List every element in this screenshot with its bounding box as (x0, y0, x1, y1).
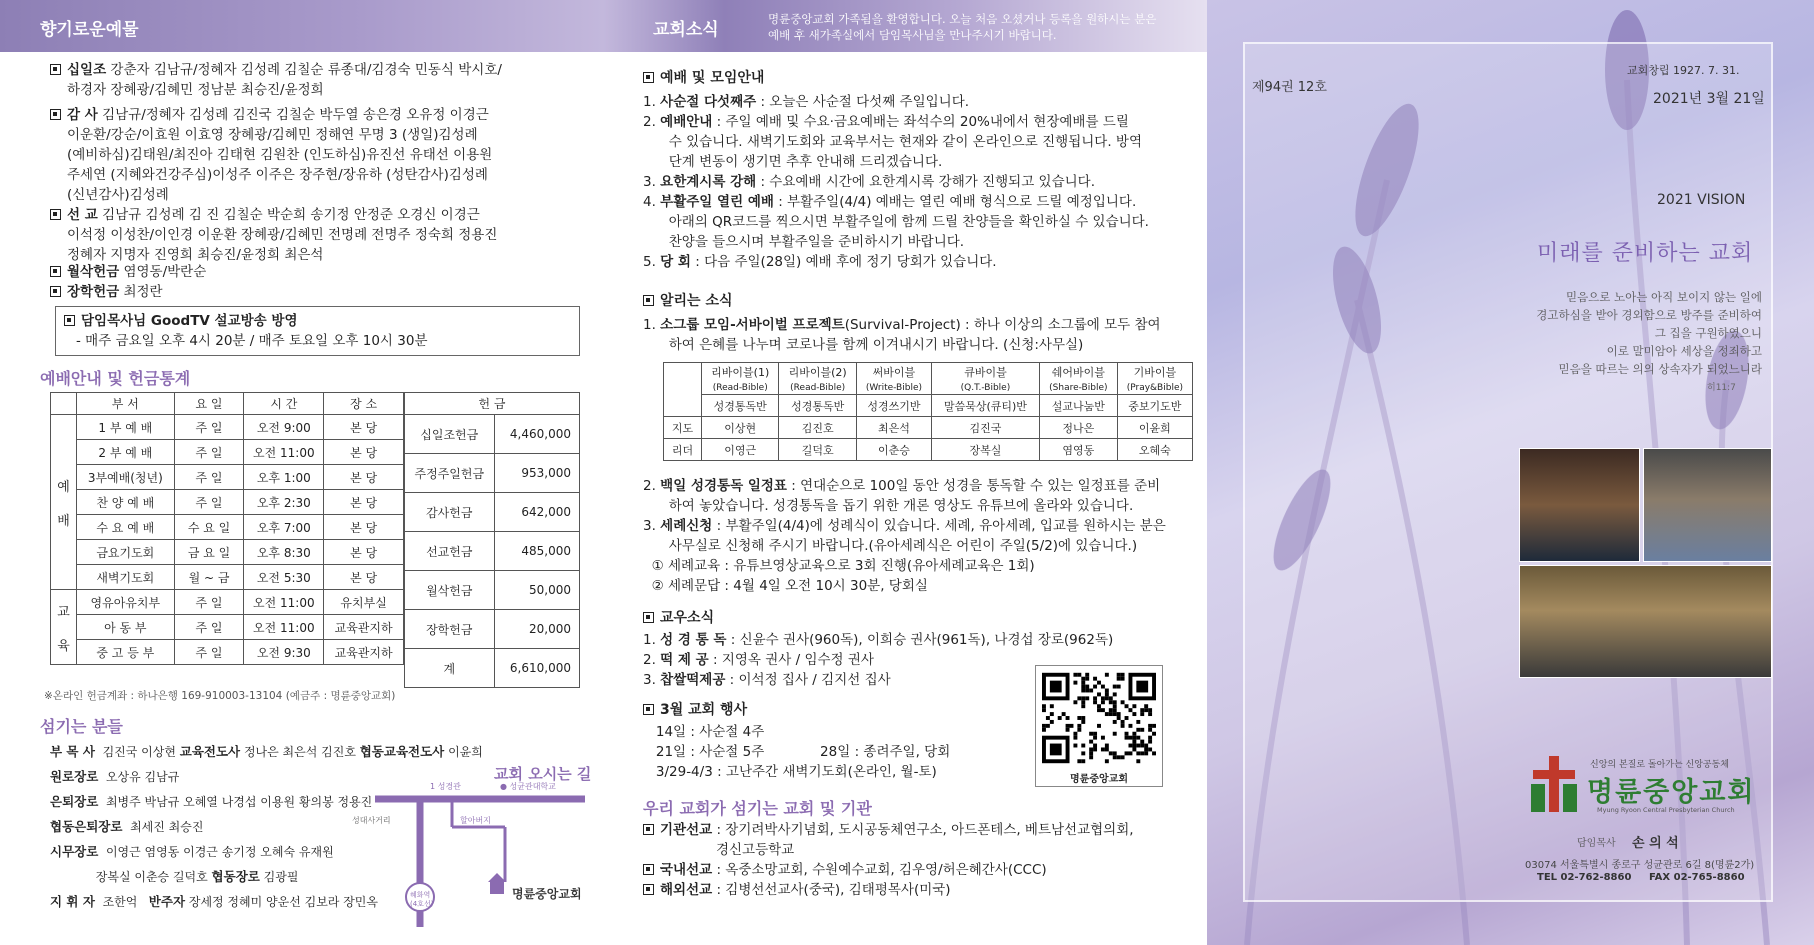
worship-cell: 주 일 (174, 465, 244, 490)
offering-name: 주정주일헌금 (405, 454, 495, 493)
vision-title: 2021 VISION (1657, 192, 1746, 208)
founded-date: 교회창립 1927. 7. 31. (1627, 64, 1740, 77)
offering-amount: 953,000 (494, 454, 579, 493)
worship-cell: 주 일 (174, 640, 244, 665)
sg-leader: 이상현 (702, 417, 779, 439)
offering-row (405, 649, 580, 688)
sg-helper: 오혜숙 (1117, 439, 1192, 461)
staff-row: 원로장로 오상유 김남규 (50, 769, 180, 784)
mission-item: 해외선교 : 김병선선교사(중국), 김태평목사(미국) (643, 880, 1203, 900)
photo-pastor (1519, 448, 1640, 562)
gift-entry (50, 60, 600, 100)
worship-cell: 주 일 (174, 490, 244, 515)
missions-title: 우리 교회가 섬기는 교회 및 기관 (643, 799, 872, 818)
square-bullet-icon (643, 824, 654, 835)
worship-cell: 본 당 (324, 415, 404, 440)
staff-title: 섬기는 분들 (40, 717, 123, 736)
gift-label: 월삭헌금 (67, 264, 120, 280)
list-item: 2. 예배안내 : 주일 예배 및 수요·금요예배는 좌석수의 20%내에서 현장예배를 드릴 수 있습니다. 새벽기도회와 교육부서는 현재와 같이 온라인으로 진행됩니다. 방역 단계 변동이 생기면 추후 안내해 드리겠습니다. (643, 114, 1143, 170)
worship-table (50, 392, 404, 665)
sg-topic: 중보기도반 (1117, 395, 1192, 417)
worship-row (51, 415, 404, 440)
section-news-label: 알리는 소식 (660, 293, 733, 309)
offering-amount: 485,000 (494, 532, 579, 571)
offering-name: 월삭헌금 (405, 571, 495, 610)
sg-group-name: 리바이블(1) (Read-Bible) (702, 363, 779, 395)
sg-leader: 최은석 (856, 417, 931, 439)
worship-row (51, 590, 404, 615)
sg-helper: 염영동 (1039, 439, 1117, 461)
worship-cell: 주 일 (174, 415, 244, 440)
worship-row (51, 490, 404, 515)
sg-topic: 성경통독반 (702, 395, 779, 417)
worship-cell: 본 당 (324, 565, 404, 590)
offering-row (405, 454, 580, 493)
worship-cell: 영유아유치부 (76, 590, 174, 615)
cover-panel (1207, 0, 1814, 945)
section-worship-label: 예배 및 모임안내 (660, 70, 765, 86)
square-bullet-icon (643, 884, 654, 895)
sg-topic: 성경통독반 (779, 395, 856, 417)
qr-code[interactable] (1035, 665, 1163, 787)
list-item: 1. 성 경 통 독 : 신윤수 권사(960독), 이희승 권사(961독), 나경섭 장로(962독) (643, 632, 1114, 648)
sg-topic-row (664, 395, 1193, 417)
worship-group-label: 예 배 (51, 415, 77, 590)
sg-group-name: 큐바이블 (Q.T.-Bible) (931, 363, 1039, 395)
worship-cell: 본 당 (324, 440, 404, 465)
worship-header: 부 서 (76, 393, 174, 415)
worship-row (51, 615, 404, 640)
qr-code-icon (1042, 672, 1156, 764)
mission-item: 기관선교 : 장기려박사기념회, 도시공동체연구소, 아드폰테스, 베트남선교협의회, 경신고등학교 (643, 822, 1134, 858)
offering-name: 선교헌금 (405, 532, 495, 571)
map-label-crossroad: 성대사거리 (352, 816, 391, 825)
worship-title: 예배안내 및 헌금통계 (40, 369, 191, 388)
worship-row (51, 440, 404, 465)
sg-helper: 이영근 (702, 439, 779, 461)
volume-number: 제94권 12호 (1252, 80, 1327, 95)
worship-cell: 새벽기도회 (76, 565, 174, 590)
sg-leader: 정나은 (1039, 417, 1117, 439)
list-item: 3. 요한계시록 강해 : 수요예배 시간에 요한계시록 강해가 진행되고 있습니다. (643, 174, 1095, 190)
worship-cell: 2 부 예 배 (76, 440, 174, 465)
gift-label: 십일조 (67, 62, 107, 78)
section-worship-title (643, 68, 764, 88)
sg-helper: 이춘승 (856, 439, 931, 461)
small-group-table (663, 362, 1193, 461)
sg-group-name: 기바이블 (Pray&Bible) (1117, 363, 1192, 395)
vision-slogan: 미래를 준비하는 교회 (1537, 241, 1754, 266)
welcome-note: 명륜중앙교회 가족됨을 환영합니다. 오늘 처음 오셨거나 등록을 원하시는 분은 예배 후 새가족실에서 담임목사님을 만나주시기 바랍니다. (768, 12, 1157, 42)
offering-name: 감사헌금 (405, 493, 495, 532)
worship-cell: 본 당 (324, 465, 404, 490)
offerings-header: 향기로운예물 (40, 20, 139, 40)
offering-name: 계 (405, 649, 495, 688)
worship-header: 장 소 (324, 393, 404, 415)
worship-cell: 찬 양 예 배 (76, 490, 174, 515)
sg-group-name: 쉐어바이블 (Share-Bible) (1039, 363, 1117, 395)
offering-amount: 6,610,000 (494, 649, 579, 688)
worship-row (51, 465, 404, 490)
map-label-dyeing: 할아버지 (460, 816, 491, 825)
list-item: 14일 : 사순절 4주 (643, 724, 765, 740)
pastor-label: 담임목사 (1577, 838, 1616, 849)
account-note: ※온라인 헌금계좌 : 하나은행 169-910003-13104 (예금주 : 명륜중앙교회) (44, 690, 396, 702)
gift-entry (50, 282, 600, 302)
worship-cell: 수 요 일 (174, 515, 244, 540)
pastor-name: 손 의 석 (1632, 836, 1679, 851)
worship-row (51, 565, 404, 590)
bible-verse: 믿음으로 노아는 아직 보이지 않는 일에 경고하심을 받아 경외함으로 방주를 준비하여 그 집을 구원하였으니 이로 말미암아 세상을 정죄하고 믿음을 따르는 의의 상속자가 되었느니라 (1536, 290, 1762, 376)
offering-row (405, 493, 580, 532)
worship-cell: 오전 9:00 (244, 415, 324, 440)
staff-row: 지 휘 자 조한억 반주자 장세정 정혜미 양운선 김보라 장민옥 (50, 894, 378, 909)
map-label-univ: ● 성균관대학교 (500, 782, 556, 791)
gift-entry (50, 205, 600, 265)
sg-topic: 설교나눔반 (1039, 395, 1117, 417)
worship-row (51, 540, 404, 565)
offering-amount: 642,000 (494, 493, 579, 532)
gift-entry (50, 262, 600, 282)
worship-cell: 수 요 예 배 (76, 515, 174, 540)
square-bullet-icon (50, 109, 61, 120)
mission-item: 국내선교 : 옥중소망교회, 수원예수교회, 김우영/허은혜간사(CCC) (643, 860, 1203, 880)
staff-row: 시무장로 이영근 염영동 이경근 송기정 오혜숙 유재원 (50, 844, 334, 859)
worship-cell: 오후 1:00 (244, 465, 324, 490)
worship-cell: 3부예배(청년) (76, 465, 174, 490)
worship-cell: 본 당 (324, 540, 404, 565)
worship-cell: 1 부 예 배 (76, 415, 174, 440)
square-bullet-icon (50, 266, 61, 277)
square-bullet-icon (50, 209, 61, 220)
church-name-en: Myung Ryoon Central Presbyterian Church (1597, 806, 1735, 814)
map-label-station: 혜화역 (4호선) (410, 891, 434, 908)
offering-row (405, 415, 580, 454)
staff-row: 부 목 사 김진국 이상현 교육전도사 정나은 최은석 김진호 협동교육전도사 이윤희 (50, 744, 483, 759)
broadcast-time: - 매주 금요일 오후 4시 20분 / 매주 토요일 오후 10시 30분 (76, 333, 428, 349)
offering-row (405, 610, 580, 649)
news-item-2: 2. 백일 성경통독 일정표 : 연대순으로 100일 동안 성경을 통독할 수 있는 일정표를 준비 하여 놓았습니다. 성경통독을 돕기 위한 개론 영상도 유튜브에 올라와 있습니다. (643, 478, 1161, 514)
worship-cell: 유치부실 (324, 590, 404, 615)
list-item: 3. 찹쌀떡제공 : 이석정 집사 / 김지선 집사 (643, 672, 891, 688)
sg-name-row (664, 363, 1193, 395)
worship-cell: 교육관지하 (324, 640, 404, 665)
sg-row-label: 지도 (664, 417, 702, 439)
offering-amount: 20,000 (494, 610, 579, 649)
offering-amount: 50,000 (494, 571, 579, 610)
worship-notice-list (643, 92, 1203, 272)
worship-cell: 금 요 일 (174, 540, 244, 565)
gift-entry (50, 105, 600, 205)
photo-worship (1519, 565, 1772, 678)
section-members-label: 교우소식 (660, 610, 715, 626)
sg-topic: 성경쓰기반 (856, 395, 931, 417)
sg-leader: 이윤희 (1117, 417, 1192, 439)
offering-amount: 4,460,000 (494, 415, 579, 454)
offering-row (405, 532, 580, 571)
church-address: 03074 서울특별시 종로구 성균관로 6길 8(명륜2가) (1525, 860, 1755, 871)
list-item: 5. 당 회 : 다음 주일(28일) 예배 후에 정기 당회가 있습니다. (643, 254, 997, 270)
section-events-label: 3월 교회 행사 (660, 702, 748, 718)
gift-names: 최정란 (123, 284, 163, 300)
list-item: 2. 떡 제 공 : 지영옥 권사 / 임수정 권사 (643, 652, 874, 668)
education-group-label: 교 육 (51, 590, 77, 665)
church-map (352, 765, 595, 915)
verse-reference: 히11:7 (1707, 383, 1736, 393)
worship-row (51, 515, 404, 540)
map-label-gwan: 1 성경관 (430, 782, 461, 791)
worship-cell: 교육관지하 (324, 615, 404, 640)
square-bullet-icon (64, 315, 75, 326)
section-members-title (643, 608, 714, 628)
map-label-church: 명륜중앙교회 (512, 887, 582, 901)
staff-row: 장복실 이춘승 길덕호 협동장로 김광필 (50, 869, 299, 884)
worship-cell: 중 고 등 부 (76, 640, 174, 665)
worship-cell: 오전 5:30 (244, 565, 324, 590)
bulletin-date: 2021년 3월 21일 (1653, 91, 1765, 107)
broadcast-box (55, 306, 580, 356)
gift-names: 염영동/박란순 (123, 264, 207, 280)
worship-cell: 오전 9:30 (244, 640, 324, 665)
worship-cell: 주 일 (174, 440, 244, 465)
sg-row-label: 리더 (664, 439, 702, 461)
worship-row (51, 640, 404, 665)
sg-leader: 김진호 (779, 417, 856, 439)
worship-header: 요 일 (174, 393, 244, 415)
square-bullet-icon (643, 704, 654, 715)
worship-header: 시 간 (244, 393, 324, 415)
square-bullet-icon (643, 295, 654, 306)
worship-cell: 오후 2:30 (244, 490, 324, 515)
offering-row (405, 571, 580, 610)
church-fax: FAX 02-765-8860 (1649, 872, 1745, 883)
map-drawing (370, 787, 595, 927)
offering-name: 장학헌금 (405, 610, 495, 649)
news-item-1: 1. 소그룹 모임-서바이벌 프로젝트(Survival-Project) : 하나 이상의 소그룹에 모두 참여 하여 은혜를 나누며 코로나를 함께 이겨내시기 바랍니다. (신청:사무실) (643, 317, 1161, 353)
offering-name: 십일조헌금 (405, 415, 495, 454)
church-tel: TEL 02-762-8860 (1537, 872, 1632, 883)
worship-cell: 주 일 (174, 615, 244, 640)
square-bullet-icon (643, 612, 654, 623)
church-tagline: 신앙의 본질로 돌아가는 신앙공동체 (1590, 760, 1729, 770)
gift-names: 강춘자 김남규/정혜자 김성례 김칠순 류종대/김경숙 민동식 박시호/ 하경자 장혜광/김혜민 정남분 최승진/윤정희 (67, 62, 502, 98)
worship-cell: 본 당 (324, 490, 404, 515)
gift-names: 김남규 김성례 김 진 김칠순 박순희 송기정 안정준 오경신 이경근 이석정 이성찬/이인경 이운환 장혜광/김혜민 전명례 전명주 정숙희 정용진 정혜자 지명자 진영희 최승진/윤정희 최은석 (67, 207, 498, 263)
church-logo-icon (1527, 752, 1583, 816)
square-bullet-icon (50, 64, 61, 75)
worship-cell: 오후 8:30 (244, 540, 324, 565)
list-item: 3/29-4/3 : 고난주간 새벽기도회(온라인, 월-토) (643, 764, 937, 780)
church-name: 명륜중앙교회 (1587, 777, 1756, 808)
worship-cell: 오전 11:00 (244, 590, 324, 615)
sg-topic: 말씀묵상(큐티)반 (931, 395, 1039, 417)
gift-names: 김남규/정혜자 김성례 김진국 김칠순 박두열 송은경 오유정 이경근 이운환/강순/이효원 이효영 장혜광/김혜민 정해연 무명 3 (생일)김성례 (예비하심)김태원/최진아 김태현 김원찬 (인도하심)유진선 유태선 이용원 주세연 (지혜와건강주심)이성주 이주은 장주현/장유하 (성탄감사)김성례 (신년감사)김성례 (67, 107, 493, 203)
sg-helper: 길덕호 (779, 439, 856, 461)
news-item-3: 3. 세례신청 : 부활주일(4/4)에 성례식이 있습니다. 세례, 유아세례, 입교를 원하시는 분은 사무실로 신청해 주시기 바랍니다.(유아세례식은 어린이 주일(5/2)에 있습니다.) ① 세례교육 : 유튜브영상교육으로 3회 진행(유아세례교육은 1회) ② 세례문답 : 4월 4일 오전 10시 30분, 당회실 (643, 518, 1166, 594)
worship-cell: 오전 11:00 (244, 440, 324, 465)
list-item: 4. 부활주일 열린 예배 : 부활주일(4/4) 예배는 열린 예배 형식으로 드릴 예정입니다. 아래의 QR코드를 찍으시면 부활주일에 함께 드릴 찬양들을 확인하실 수 있습니다. 찬양을 들으시며 부활주일을 준비하시기 바랍니다. (643, 194, 1149, 250)
offering-header: 헌 금 (405, 393, 580, 415)
worship-cell: 오전 11:00 (244, 615, 324, 640)
gift-label: 장학헌금 (67, 284, 120, 300)
list-item: 21일 : 사순절 5주 28일 : 종려주일, 당회 (643, 744, 951, 760)
list-item: 1. 사순절 다섯째주 : 오늘은 사순절 다섯째 주일입니다. (643, 94, 970, 110)
worship-cell: 오후 7:00 (244, 515, 324, 540)
qr-caption: 명륜중앙교회 (1070, 774, 1128, 785)
photo-congregation (1643, 448, 1772, 562)
gift-label: 선 교 (67, 207, 98, 223)
square-bullet-icon (643, 864, 654, 875)
sg-corner (664, 363, 702, 417)
worship-cell: 본 당 (324, 515, 404, 540)
staff-row: 은퇴장로 최병주 박남규 오혜열 나경섭 이용원 황의봉 정용진 (50, 794, 373, 809)
square-bullet-icon (50, 286, 61, 297)
sg-helper-row (664, 439, 1193, 461)
news-header: 교회소식 (653, 20, 719, 40)
square-bullet-icon (643, 72, 654, 83)
worship-cell: 금요기도회 (76, 540, 174, 565)
sg-group-name: 써바이블 (Write-Bible) (856, 363, 931, 395)
staff-row: 협동은퇴장로 최세진 최승진 (50, 819, 204, 834)
worship-cell: 아 동 부 (76, 615, 174, 640)
broadcast-title: 담임목사님 GoodTV 설교방송 방영 (81, 313, 298, 329)
gift-label: 감 사 (67, 107, 98, 123)
sg-group-name: 리바이블(2) (Read-Bible) (779, 363, 856, 395)
section-news-title (643, 291, 733, 311)
sg-leader: 김진국 (931, 417, 1039, 439)
map-title: 교회 오시는 길 (494, 765, 592, 783)
worship-cell: 월 ~ 금 (174, 565, 244, 590)
offering-table (404, 392, 580, 688)
missions-list (643, 820, 1203, 900)
sg-leader-row (664, 417, 1193, 439)
sg-helper: 장복실 (931, 439, 1039, 461)
worship-cell: 주 일 (174, 590, 244, 615)
section-events-title (643, 700, 747, 720)
